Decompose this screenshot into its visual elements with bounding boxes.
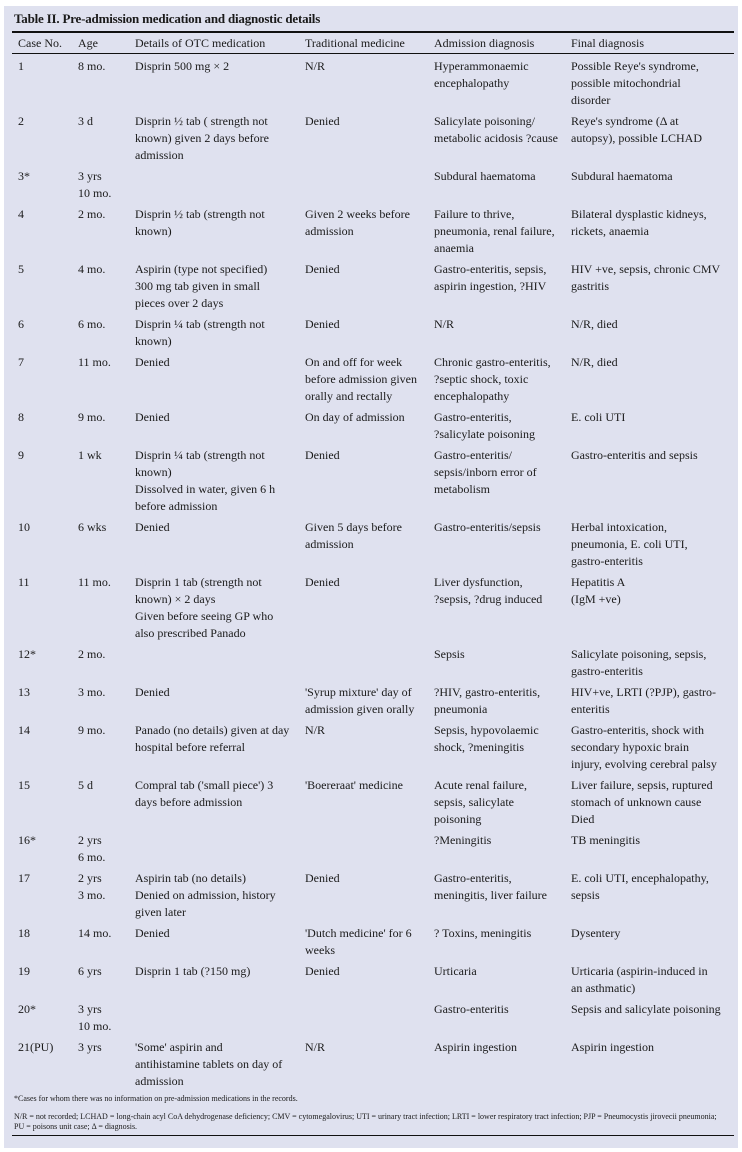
cell-final-diagnosis: Dysentery: [571, 926, 621, 940]
cell-otc-medication: [129, 644, 299, 682]
cell-age: 3 yrs 10 mo.: [78, 169, 112, 200]
header-row: [12, 32, 734, 54]
cell-final-diagnosis: Hepatitis A (IgM +ve): [571, 575, 626, 606]
cell-traditional-medicine: On day of admission: [305, 410, 405, 424]
cell-case-no: 5: [18, 262, 24, 276]
cell-otc-medication: Denied: [135, 685, 170, 699]
cell-age: 2 yrs 3 mo.: [78, 871, 106, 902]
header-traditional-medicine: Traditional medicine: [305, 36, 405, 50]
table-row: [12, 923, 734, 961]
cell-final-diagnosis: E. coli UTI: [571, 410, 626, 424]
header-case-no: Case No.: [18, 36, 62, 50]
cell-admission-diagnosis: Salicylate poisoning/ metabolic acidosis ?cause: [434, 114, 558, 145]
cell-age: 6 mo.: [78, 317, 106, 331]
cell-otc-medication: Disprin ½ tab (strength not known): [135, 207, 265, 238]
cell-case-no: 15: [18, 778, 30, 792]
cell-traditional-medicine: [299, 999, 428, 1037]
cell-traditional-medicine: Given 5 days before admission: [305, 520, 402, 551]
cell-age: 1 wk: [78, 448, 102, 462]
header-admission-diagnosis: Admission diagnosis: [434, 36, 535, 50]
cell-otc-medication: Disprin ½ tab ( strength not known) given 2 days before admission: [135, 114, 269, 162]
cell-age: 9 mo.: [78, 410, 106, 424]
table-row: [12, 830, 734, 868]
cell-traditional-medicine: N/R: [305, 1040, 326, 1054]
cell-age: 3 yrs 10 mo.: [78, 1002, 112, 1033]
cell-final-diagnosis: Aspirin ingestion: [571, 1040, 654, 1054]
header-age: Age: [78, 36, 98, 50]
header-final-diagnosis: Final diagnosis: [571, 36, 645, 50]
cell-final-diagnosis: Gastro-enteritis and sepsis: [571, 448, 698, 462]
cell-admission-diagnosis: Failure to thrive, pneumonia, renal failure, anaemia: [434, 207, 555, 255]
cell-traditional-medicine: [299, 830, 428, 868]
cell-final-diagnosis: Salicylate poisoning, sepsis, gastro-enteritis: [571, 647, 707, 678]
cell-age: 9 mo.: [78, 723, 106, 737]
footnote-asterisk: *Cases for whom there was no information on pre-admission medications in the records.: [14, 1094, 298, 1103]
cell-otc-medication: [129, 166, 299, 204]
cell-final-diagnosis: HIV +ve, sepsis, chronic CMV gastritis: [571, 262, 721, 293]
cell-traditional-medicine: Denied: [305, 575, 340, 589]
cell-admission-diagnosis: Subdural haematoma: [434, 169, 536, 183]
cell-otc-medication: [129, 830, 299, 868]
cell-case-no: 14: [18, 723, 30, 737]
cell-case-no: 20*: [18, 1002, 36, 1016]
table-title: Table II. Pre-admission medication and diagnostic details: [14, 11, 321, 26]
footnote-abbreviations: N/R = not recorded; LCHAD = long-chain acyl CoA dehydrogenase deficiency; CMV = cytomegalovirus; UTI = urinary tract infection; LRTI = lower respiratory tract infection; PJP = Pneumocystis jirovecii pneumonia; PU = poisons unit case; Δ = diagnosis.: [14, 1112, 717, 1131]
table-row: [12, 572, 734, 644]
cell-final-diagnosis: Liver failure, sepsis, ruptured stomach of unknown cause Died: [571, 778, 713, 826]
cell-admission-diagnosis: Gastro-enteritis, meningitis, liver failure: [434, 871, 547, 902]
cell-otc-medication: Disprin ¼ tab (strength not known): [135, 317, 265, 348]
cell-age: 6 yrs: [78, 964, 102, 978]
cell-admission-diagnosis: Gastro-enteritis/sepsis: [434, 520, 541, 534]
cell-age: 5 d: [78, 778, 93, 792]
table-row: [12, 961, 734, 999]
cell-case-no: 2: [18, 114, 24, 128]
cell-otc-medication: 'Some' aspirin and antihistamine tablets on day of admission: [135, 1040, 283, 1088]
cell-final-diagnosis: TB meningitis: [571, 833, 640, 847]
table-row: [12, 644, 734, 682]
cell-case-no: 6: [18, 317, 24, 331]
cell-otc-medication: Compral tab ('small piece') 3 days before admission: [135, 778, 274, 809]
cell-traditional-medicine: Denied: [305, 964, 340, 978]
cell-admission-diagnosis: Urticaria: [434, 964, 477, 978]
cell-admission-diagnosis: Gastro-enteritis/ sepsis/inborn error of metabolism: [434, 448, 537, 496]
cell-traditional-medicine: Denied: [305, 871, 340, 885]
cell-traditional-medicine: N/R: [305, 723, 326, 737]
cell-final-diagnosis: Bilateral dysplastic kidneys, rickets, anaemia: [571, 207, 707, 238]
cell-otc-medication: Disprin ¼ tab (strength not known) Dissolved in water, given 6 h before admission: [135, 448, 276, 513]
table-row: [12, 314, 734, 352]
cell-admission-diagnosis: N/R: [434, 317, 455, 331]
cell-traditional-medicine: Denied: [305, 448, 340, 462]
bottom-rule: [12, 1135, 734, 1136]
cell-otc-medication: Denied: [135, 520, 170, 534]
cell-traditional-medicine: [299, 644, 428, 682]
cell-age: 11 mo.: [78, 355, 111, 369]
cell-age: 14 mo.: [78, 926, 112, 940]
cell-final-diagnosis: Urticaria (aspirin-induced in an asthmatic): [571, 964, 708, 995]
table-row: [12, 111, 734, 166]
cell-final-diagnosis: N/R, died: [571, 317, 618, 331]
cell-otc-medication: Denied: [135, 926, 170, 940]
cell-case-no: 13: [18, 685, 30, 699]
cell-otc-medication: Denied: [135, 410, 170, 424]
cell-admission-diagnosis: Sepsis: [434, 647, 465, 661]
cell-admission-diagnosis: Gastro-enteritis, sepsis, aspirin ingestion, ?HIV: [434, 262, 547, 293]
table-row: [12, 720, 734, 775]
cell-admission-diagnosis: Gastro-enteritis, ?salicylate poisoning: [434, 410, 535, 441]
cell-age: 2 mo.: [78, 647, 106, 661]
cell-final-diagnosis: E. coli UTI, encephalopathy, sepsis: [571, 871, 709, 902]
cell-age: 3 yrs: [78, 1040, 102, 1054]
cell-traditional-medicine: [299, 166, 428, 204]
medication-table: [12, 31, 734, 1092]
header-otc-medication: Details of OTC medication: [135, 36, 266, 50]
cell-case-no: 4: [18, 207, 24, 221]
cell-final-diagnosis: HIV+ve, LRTI (?PJP), gastro- enteritis: [571, 685, 717, 716]
table-row: [12, 775, 734, 830]
cell-otc-medication: Disprin 500 mg × 2: [135, 59, 230, 73]
cell-traditional-medicine: Denied: [305, 262, 340, 276]
cell-final-diagnosis: Herbal intoxication, pneumonia, E. coli UTI, gastro-enteritis: [571, 520, 688, 568]
cell-traditional-medicine: 'Dutch medicine' for 6 weeks: [305, 926, 412, 957]
cell-admission-diagnosis: Acute renal failure, sepsis, salicylate poisoning: [434, 778, 527, 826]
cell-admission-diagnosis: ?HIV, gastro-enteritis, pneumonia: [434, 685, 541, 716]
cell-admission-diagnosis: Liver dysfunction, ?sepsis, ?drug induced: [434, 575, 543, 606]
cell-case-no: 19: [18, 964, 30, 978]
cell-case-no: 17: [18, 871, 30, 885]
cell-otc-medication: Aspirin tab (no details) Denied on admission, history given later: [135, 871, 276, 919]
cell-case-no: 21(PU): [18, 1040, 54, 1054]
table-row: [12, 407, 734, 445]
cell-case-no: 9: [18, 448, 24, 462]
cell-case-no: 1: [18, 59, 24, 73]
cell-traditional-medicine: Denied: [305, 114, 340, 128]
cell-age: 3 mo.: [78, 685, 106, 699]
cell-admission-diagnosis: Gastro-enteritis: [434, 1002, 509, 1016]
cell-case-no: 7: [18, 355, 24, 369]
cell-otc-medication: Disprin 1 tab (?150 mg): [135, 964, 251, 978]
cell-admission-diagnosis: Hyperammonaemic encephalopathy: [434, 59, 529, 90]
cell-admission-diagnosis: Sepsis, hypovolaemic shock, ?meningitis: [434, 723, 539, 754]
cell-otc-medication: Panado (no details) given at day hospital before referral: [135, 723, 290, 754]
cell-final-diagnosis: Sepsis and salicylate poisoning: [571, 1002, 721, 1016]
cell-case-no: 12*: [18, 647, 36, 661]
cell-age: 2 mo.: [78, 207, 106, 221]
table-row: [12, 259, 734, 314]
cell-final-diagnosis: Reye's syndrome (Δ at autopsy), possible LCHAD: [571, 114, 702, 145]
cell-traditional-medicine: 'Syrup mixture' day of admission given orally: [305, 685, 415, 716]
table-row: [12, 999, 734, 1037]
table-row: [12, 1037, 734, 1092]
cell-age: 4 mo.: [78, 262, 106, 276]
cell-traditional-medicine: Given 2 weeks before admission: [305, 207, 410, 238]
cell-case-no: 16*: [18, 833, 36, 847]
cell-age: 2 yrs 6 mo.: [78, 833, 106, 864]
cell-age: 3 d: [78, 114, 93, 128]
cell-final-diagnosis: Possible Reye's syndrome, possible mitochondrial disorder: [571, 59, 699, 107]
cell-otc-medication: Denied: [135, 355, 170, 369]
cell-otc-medication: [129, 999, 299, 1037]
table-row: [12, 166, 734, 204]
cell-traditional-medicine: 'Boereraat' medicine: [305, 778, 403, 792]
cell-final-diagnosis: N/R, died: [571, 355, 618, 369]
cell-admission-diagnosis: ?Meningitis: [434, 833, 492, 847]
cell-final-diagnosis: Gastro-enteritis, shock with secondary hypoxic brain injury, evolving cerebral palsy: [571, 723, 717, 771]
cell-case-no: 11: [18, 575, 30, 589]
cell-otc-medication: Disprin 1 tab (strength not known) × 2 days Given before seeing GP who also prescribed Panado: [135, 575, 274, 640]
table-row: [12, 204, 734, 259]
cell-age: 8 mo.: [78, 59, 106, 73]
cell-traditional-medicine: Denied: [305, 317, 340, 331]
cell-otc-medication: Aspirin (type not specified) 300 mg tab given in small pieces over 2 days: [135, 262, 268, 310]
table-row: [12, 868, 734, 923]
table-row: [12, 54, 734, 112]
cell-admission-diagnosis: Aspirin ingestion: [434, 1040, 517, 1054]
cell-case-no: 8: [18, 410, 24, 424]
cell-age: 11 mo.: [78, 575, 111, 589]
table-row: [12, 517, 734, 572]
cell-case-no: 10: [18, 520, 30, 534]
table-row: [12, 352, 734, 407]
cell-admission-diagnosis: Chronic gastro-enteritis, ?septic shock, toxic encephalopathy: [434, 355, 551, 403]
cell-case-no: 3*: [18, 169, 30, 183]
cell-case-no: 18: [18, 926, 30, 940]
cell-traditional-medicine: N/R: [305, 59, 326, 73]
cell-final-diagnosis: Subdural haematoma: [571, 169, 673, 183]
table-row: [12, 445, 734, 517]
cell-admission-diagnosis: ? Toxins, meningitis: [434, 926, 532, 940]
cell-traditional-medicine: On and off for week before admission given orally and rectally: [305, 355, 417, 403]
table-row: [12, 682, 734, 720]
cell-age: 6 wks: [78, 520, 107, 534]
